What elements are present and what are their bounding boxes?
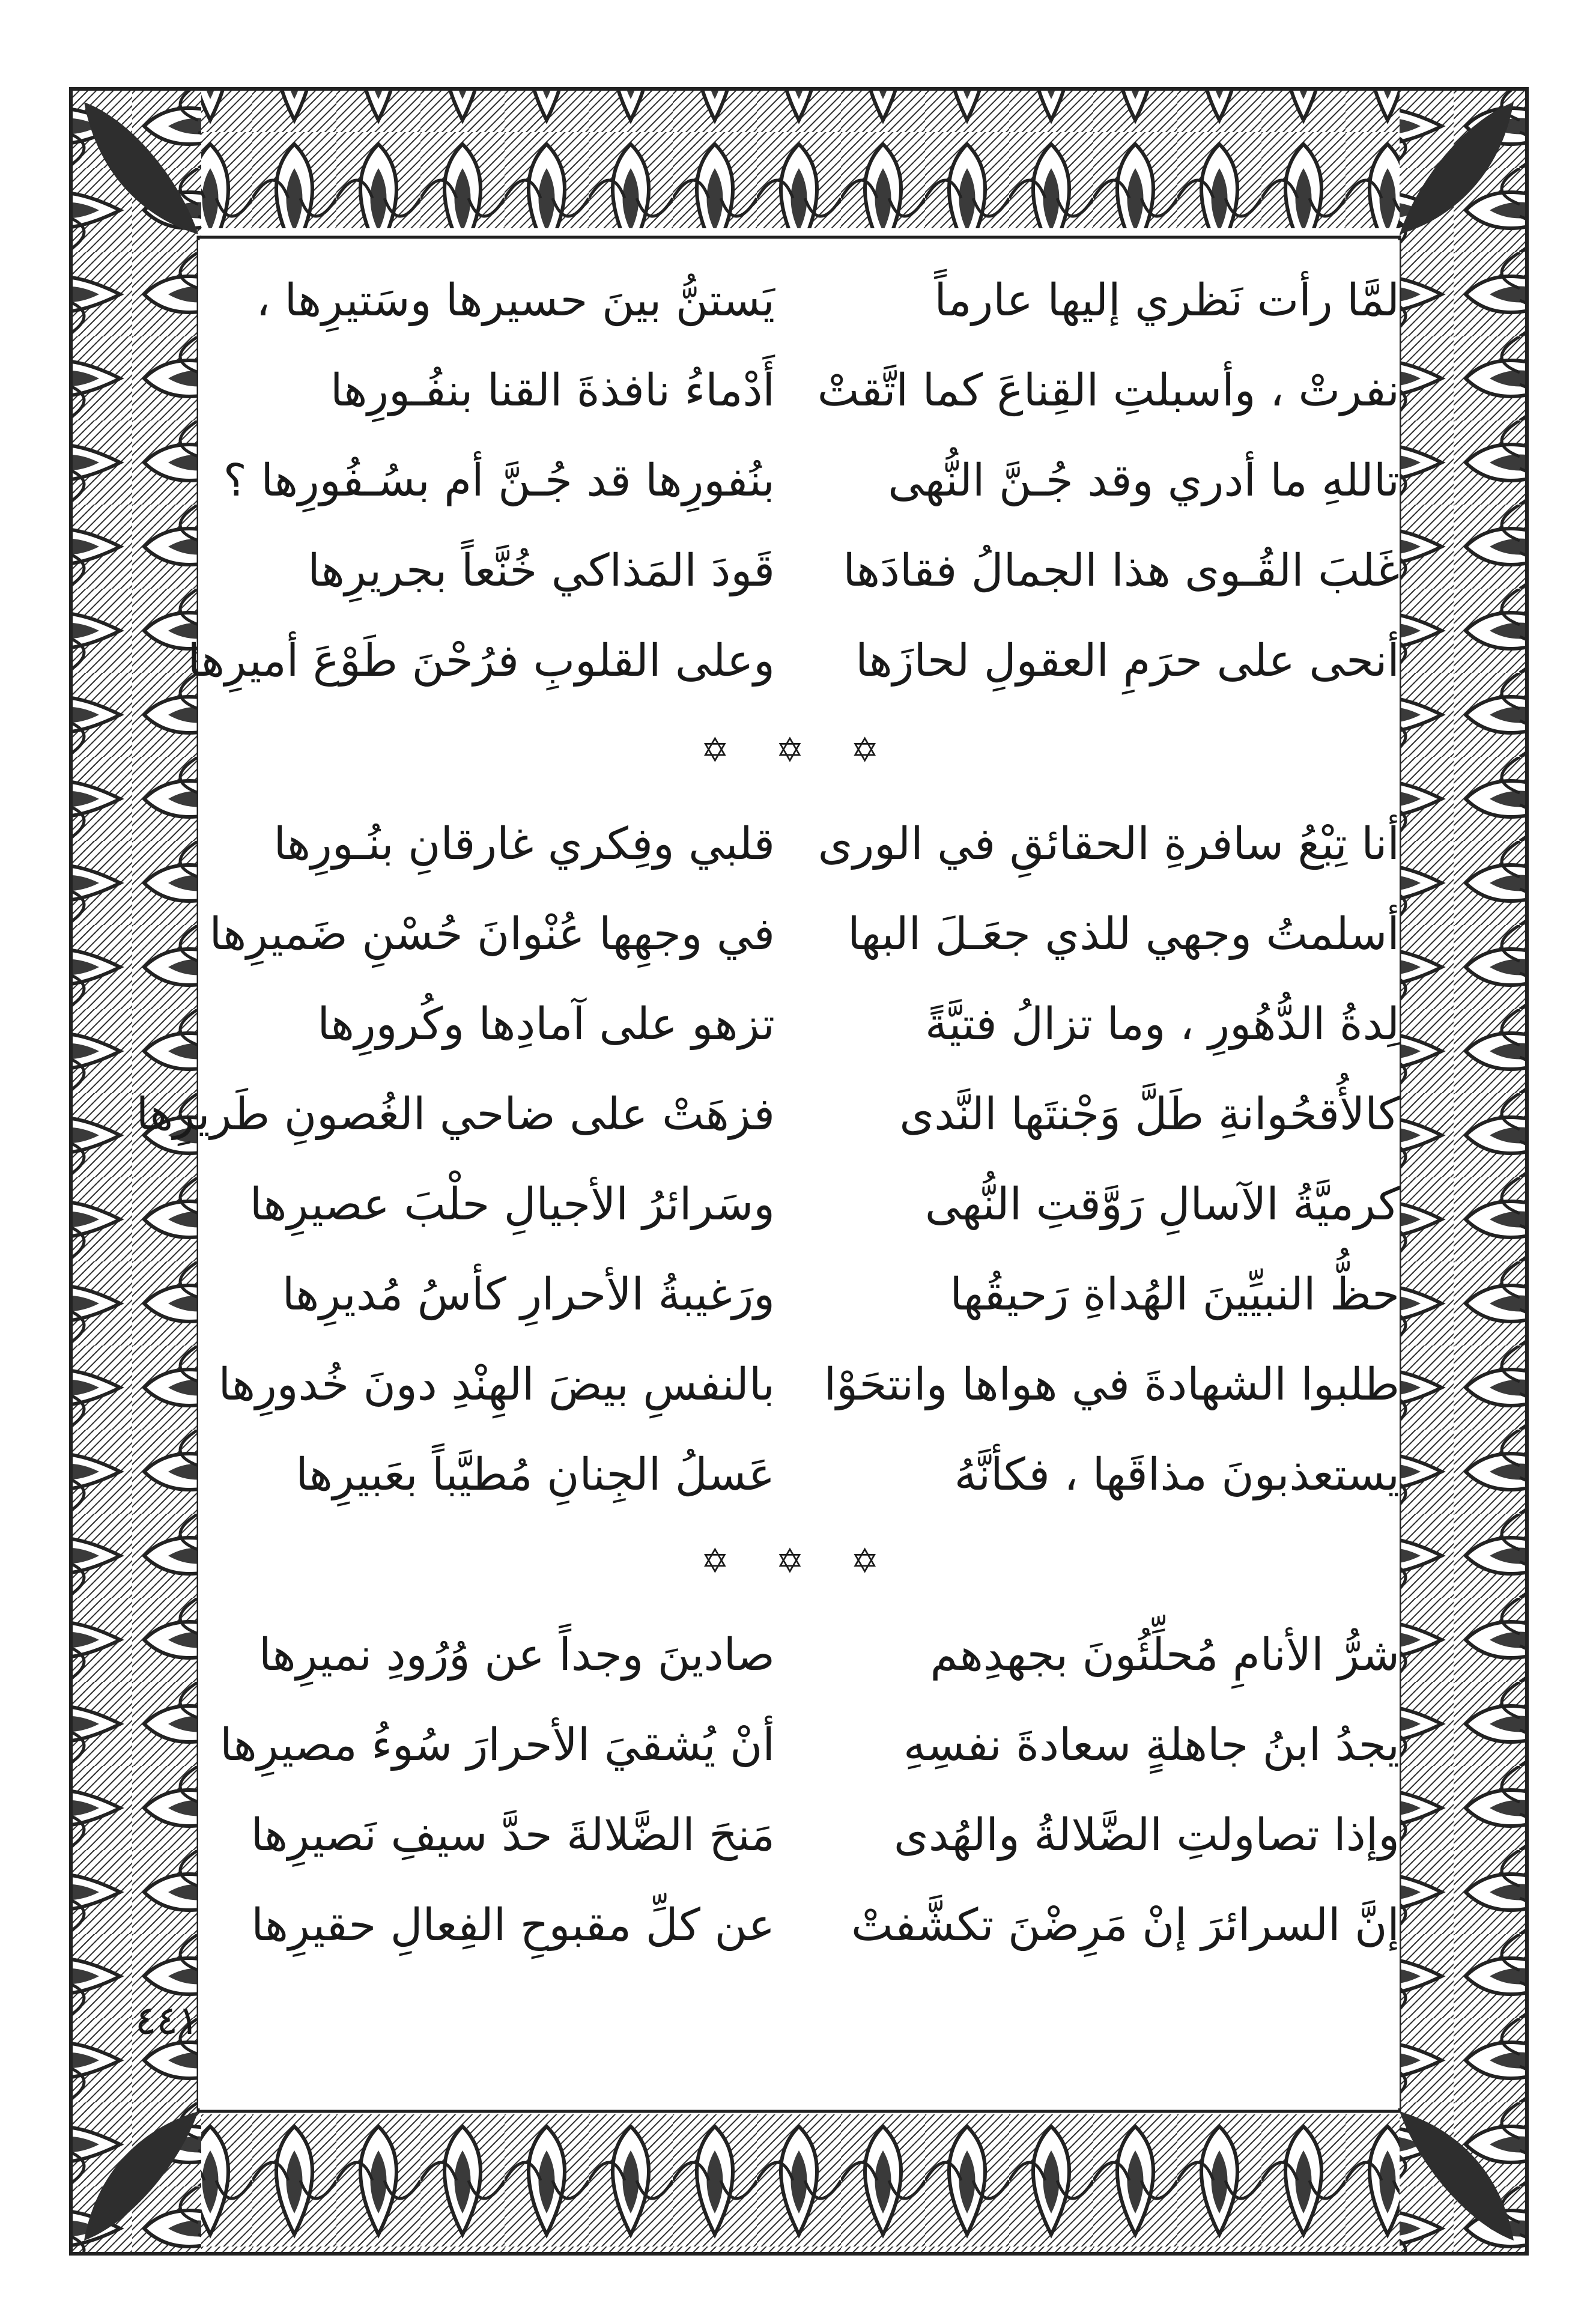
verse-second-hemistich: يَستنُّ بينَ حسيرها وسَتيرِها ، [256, 275, 775, 326]
verse-first-hemistich: يجدُ ابنُ جاهلةٍ سعادةَ نفسِهِ [903, 1719, 1400, 1771]
stanza-separator-icon: ✡ ✡ ✡ [700, 731, 897, 770]
verse [198, 255, 1400, 345]
verse [198, 526, 1400, 616]
verse-first-hemistich: أنحى على حرَمِ العقولِ لحازَها [855, 635, 1400, 687]
verse-first-hemistich: لمَّا رأت نَظري إليها عارماً [934, 275, 1400, 326]
verse-first-hemistich: شرُّ الأنامِ مُحلِّئُونَ بجهدِهم [930, 1629, 1400, 1681]
verse [198, 1790, 1400, 1880]
verse-first-hemistich: تاللهِ ما أدري وقد جُـنَّ النُّهى [888, 455, 1400, 506]
verse-second-hemistich: وعلى القلوبِ فرُحْنَ طَوْعَ أميرِها [187, 635, 775, 687]
verse-second-hemistich: فزهَتْ على ضاحي الغُصونِ طَريرِها [136, 1088, 775, 1140]
verse-first-hemistich: أنا تِبْعُ سافرةِ الحقائقِ في الورى [818, 818, 1400, 870]
verse-first-hemistich: وإذا تصاولتِ الضَّلالةُ والهُدى [893, 1809, 1400, 1861]
verse [198, 1610, 1400, 1700]
verse-second-hemistich: ورَغيبةُ الأحرارِ كأسُ مُديرِها [282, 1269, 775, 1320]
verse-second-hemistich: في وجهِها عُنْوانَ حُسْنِ ضَميرِها [209, 908, 775, 960]
verse [198, 799, 1400, 889]
verse [198, 1249, 1400, 1340]
page-number: ٤٤١ [135, 1997, 199, 2043]
verse [198, 1430, 1400, 1520]
verse [198, 979, 1400, 1069]
verse-second-hemistich: تزهو على آمادِها وكُرورِها [317, 998, 775, 1050]
verse-first-hemistich: كرميَّةُ الآسالِ رَوَّقتِ النُّهى [924, 1179, 1400, 1230]
verse [198, 1880, 1400, 1970]
verse-second-hemistich: قلبي وفِكري غارقانِ بنُـورِها [273, 818, 775, 870]
verse [198, 1340, 1400, 1430]
verse-first-hemistich: حظُّ النبيِّينَ الهُداةِ رَحيقُها [950, 1269, 1400, 1320]
verse-second-hemistich: عَسلُ الجِنانِ مُطيَّباً بعَبيرِها [296, 1449, 775, 1500]
verse-first-hemistich: يستعذبونَ مذاقَها ، فكأنَّهُ [954, 1449, 1400, 1500]
verse-first-hemistich: كالأُقحُوانةِ طَلَّ وَجْنتَها النَّدى [899, 1088, 1400, 1140]
verse-first-hemistich: أسلمتُ وجهي للذي جعَـلَ البها [848, 908, 1400, 960]
verse [198, 345, 1400, 435]
verse-second-hemistich: وسَرائرُ الأجيالِ حلْبَ عصيرِها [249, 1179, 775, 1230]
verse [187, 616, 1400, 706]
verse [198, 435, 1400, 526]
verse-second-hemistich: أَدْماءُ نافذةَ القنا بنفُـورِها [330, 365, 775, 416]
verse-second-hemistich: بنُفورِها قد جُـنَّ أم بسُـفُورِها ؟ [223, 455, 775, 506]
verse [198, 889, 1400, 979]
stanza-separator-icon: ✡ ✡ ✡ [700, 1542, 897, 1581]
verse-first-hemistich: لِدةُ الدُّهُورِ ، وما تزالُ فتيَّةً [925, 998, 1400, 1050]
verse [136, 1069, 1400, 1159]
verse-second-hemistich: مَنحَ الضَّلالةَ حدَّ سيفِ نَصيرِها [250, 1809, 775, 1861]
verse-second-hemistich: أنْ يُشقيَ الأحرارَ سُوءُ مصيرِها [220, 1719, 775, 1771]
verse [198, 1159, 1400, 1249]
verse [198, 1700, 1400, 1790]
verse-second-hemistich: قَودَ المَذاكي خُنَّعاً بجريرِها [308, 545, 775, 596]
verse-second-hemistich: عن كلِّ مقبوحِ الفِعالِ حقيرِها [251, 1899, 775, 1951]
verse-second-hemistich: صادينَ وجداً عن وُرُودِ نميرِها [259, 1629, 775, 1681]
verse-first-hemistich: غَلبَ القُـوى هذا الجمالُ فقادَها [843, 545, 1400, 596]
verse-first-hemistich: نفرتْ ، وأسبلتِ القِناعَ كما اتَّقتْ [817, 365, 1400, 416]
verse-first-hemistich: إنَّ السرائرَ إنْ مَرِضْنَ تكشَّفتْ [851, 1899, 1400, 1951]
verse-first-hemistich: طلبوا الشهادةَ في هواها وانتحَوْا [824, 1359, 1400, 1410]
verse-second-hemistich: بالنفسِ بيضَ الهِنْدِ دونَ خُدورِها [218, 1359, 775, 1410]
